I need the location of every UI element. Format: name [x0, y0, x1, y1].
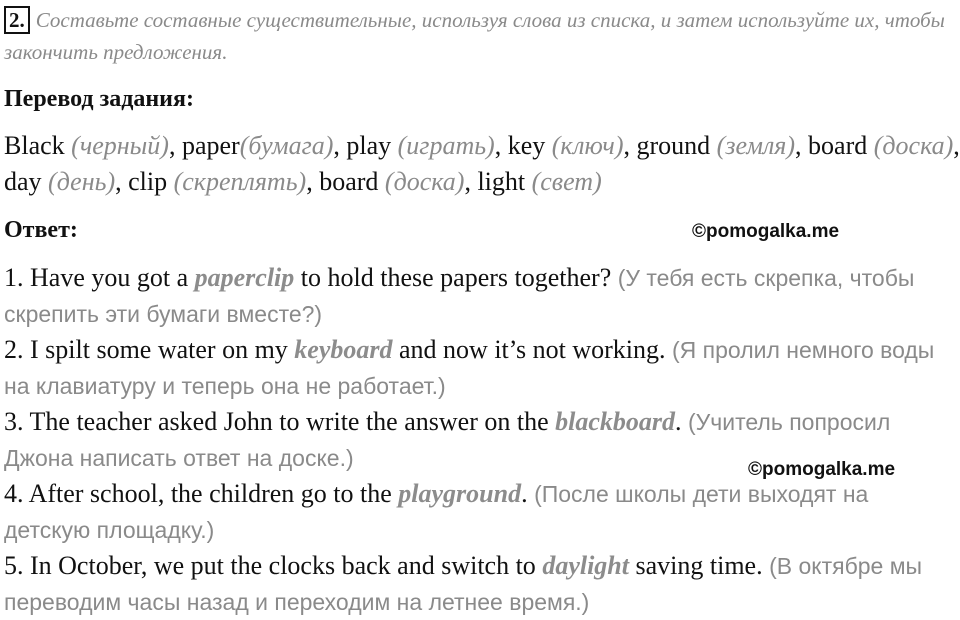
- word: clip: [128, 167, 168, 196]
- answer-translation: (Я пролил немного воды на клавиатуру и теперь она не работает.): [4, 337, 935, 399]
- answer-translation: (У тебя есть скрепка, чтобы скрепить эти бумаги вместе?): [4, 265, 915, 327]
- word-item: board (доска),: [319, 167, 478, 196]
- answer-translation: (В октябре мы переводим часы назад и переходим на летнее время.): [4, 553, 923, 615]
- word: light: [477, 167, 526, 196]
- word: day: [4, 167, 42, 196]
- answer-item: 5. In October, we put the clocks back and switch to daylight saving time. (В октябре мы переводим часы назад и переходим на летнее время.): [4, 551, 923, 615]
- word-item: Black (черный),: [4, 131, 182, 160]
- word-list: [4, 128, 960, 200]
- answer-item: 4. After school, the children go to the playground. (После школы дети выходят на детскую площадку.): [4, 479, 869, 543]
- word-item: ground (земля),: [636, 131, 809, 160]
- answer-translation: (Учитель попросил Джона написать ответ на доске.): [4, 409, 891, 471]
- word-translation: (доска): [384, 167, 465, 196]
- answer-number: 2.: [4, 335, 24, 364]
- answer-keyword: blackboard: [555, 407, 676, 436]
- word-item: [477, 167, 601, 196]
- word-translation: (ключ): [551, 131, 624, 160]
- answer-keyword: keyboard: [294, 335, 393, 364]
- task-text: Составьте составные существительные, используя слова из списка, и затем используйте их, чтобы закончить предложения.: [4, 8, 945, 64]
- word: Black: [4, 131, 65, 160]
- word-translation: (доска): [873, 131, 954, 160]
- word-translation: (свет): [531, 167, 602, 196]
- word-item: day (день),: [4, 167, 129, 196]
- word: play: [346, 131, 392, 160]
- answer-item: 2. I spilt some water on my keyboard and now it’s not working. (Я пролил немного воды на клавиатуру и теперь она не работает.): [4, 335, 935, 399]
- word-translation: (день): [48, 167, 116, 196]
- word: key: [507, 131, 546, 160]
- answer-translation: (После школы дети выходят на детскую площадку.): [4, 481, 869, 543]
- word: paper: [181, 131, 240, 160]
- watermark: ©pomogalka.me: [748, 459, 896, 480]
- answer-keyword: daylight: [542, 551, 629, 580]
- answer-item: 1. Have you got a paperclip to hold these papers together? (У тебя есть скрепка, чтобы скрепить эти бумаги вместе?): [4, 263, 915, 327]
- word: board: [808, 131, 868, 160]
- word-translation: (земля): [716, 131, 796, 160]
- word-item: paper(бумага),: [181, 131, 347, 160]
- answer-number: 1.: [4, 263, 24, 292]
- word-item: clip (скреплять),: [128, 167, 320, 196]
- answer-heading: Ответ:: [4, 217, 78, 243]
- translation-heading: Перевод задания:: [4, 86, 194, 112]
- word-item: play (играть),: [346, 131, 508, 160]
- answer-keyword: paperclip: [194, 263, 295, 292]
- answer-number: 4.: [4, 479, 24, 508]
- word-translation: (скреплять): [173, 167, 307, 196]
- answer-number: 5.: [4, 551, 24, 580]
- task-instruction: [4, 4, 956, 68]
- word-translation: (бумага): [239, 131, 334, 160]
- watermark: ©pomogalka.me: [692, 221, 840, 242]
- answer-list: [4, 260, 954, 620]
- task-number: 2.: [4, 6, 30, 34]
- word-translation: (черный): [71, 131, 169, 160]
- word-item: key (ключ),: [507, 131, 637, 160]
- word: board: [319, 167, 379, 196]
- answer-keyword: playground: [398, 479, 522, 508]
- answer-item: 3. The teacher asked John to write the answer on the blackboard. (Учитель попросил Джона написать ответ на доске.): [4, 407, 891, 471]
- word-item: board (доска),: [808, 131, 960, 160]
- word-translation: (играть): [397, 131, 495, 160]
- word: ground: [636, 131, 711, 160]
- answer-number: 3.: [4, 407, 24, 436]
